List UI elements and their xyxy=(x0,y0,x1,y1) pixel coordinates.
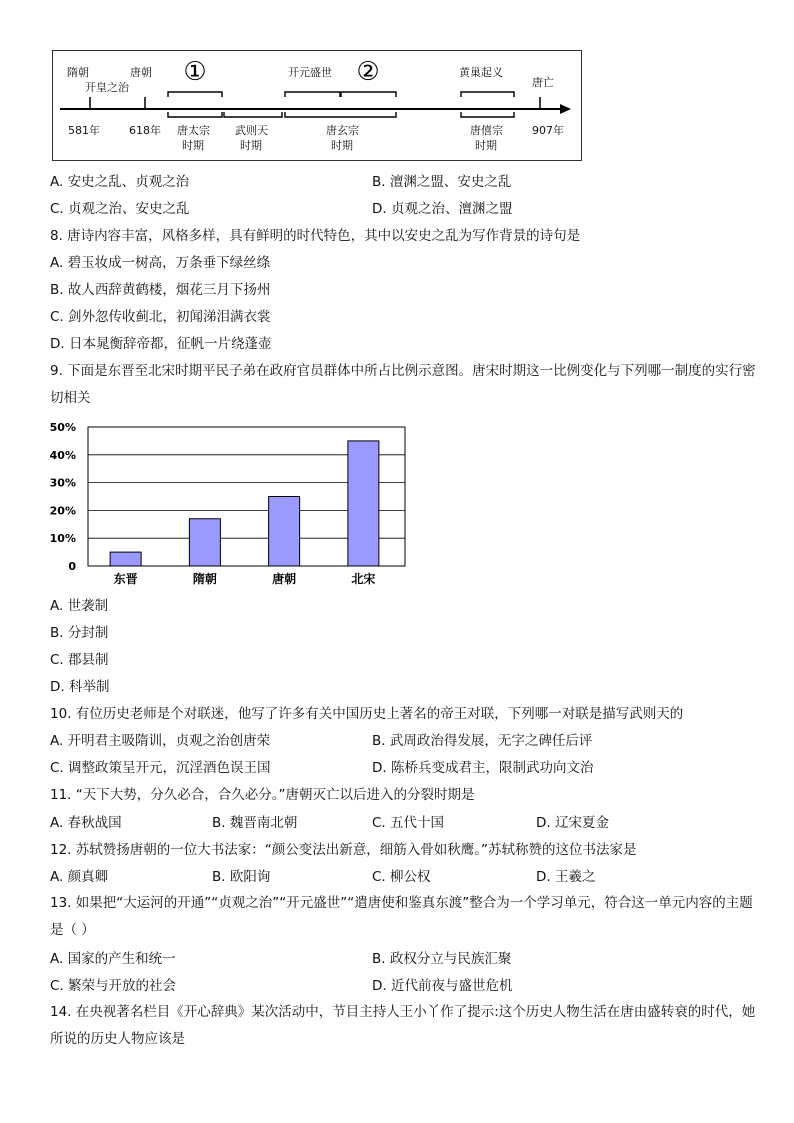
q13-option-d[interactable]: D. 近代前夜与盛世危机 xyxy=(372,978,513,994)
label-wuzetian-period: 时期 xyxy=(240,139,262,152)
q7-option-d[interactable]: D. 贞观之治、澶渊之盟 xyxy=(372,201,513,217)
label-xuanzong: 唐玄宗 xyxy=(326,124,359,137)
chart-ytick-label: 0 xyxy=(68,560,76,573)
label-xuanzong-period: 时期 xyxy=(331,139,353,152)
q13-option-a[interactable]: A. 国家的产生和统一 xyxy=(50,951,176,967)
q11-option-d[interactable]: D. 辽宋夏金 xyxy=(536,815,609,831)
label-tangwang: 唐亡 xyxy=(532,76,554,89)
q8-option-b[interactable]: B. 故人西辞黄鹤楼，烟花三月下扬州 xyxy=(50,282,271,298)
q8-option-a[interactable]: A. 碧玉妆成一树高，万条垂下绿丝绦 xyxy=(50,255,271,271)
label-xizong: 唐僖宗 xyxy=(470,124,503,137)
chart-ytick-label: 10% xyxy=(49,532,76,546)
chart-xtick-label: 隋朝 xyxy=(192,572,217,586)
q7-option-a[interactable]: A. 安史之乱、贞观之治 xyxy=(50,174,190,190)
q8-option-d[interactable]: D. 日本晁衡辞帝都，征帆一片绕蓬壶 xyxy=(50,336,272,352)
q8-stem: 8. 唐诗内容丰富，风格多样，具有鲜明的时代特色，其中以安史之乱为写作背景的诗句是 xyxy=(50,228,581,244)
q10-option-a[interactable]: A. 开明君主吸隋训，贞观之治创唐荣 xyxy=(50,733,271,749)
chart-bar-4 xyxy=(348,441,379,566)
q13-option-b[interactable]: B. 政权分立与民族汇聚 xyxy=(372,951,512,967)
label-taizong-period: 时期 xyxy=(182,139,204,152)
chart-ytick-label: 30% xyxy=(49,476,76,490)
chart-xtick-label: 东晋 xyxy=(113,572,138,586)
label-taizong: 唐太宗 xyxy=(177,124,210,137)
chart-bar-1 xyxy=(110,552,141,566)
label-kaihuang: 开皇之治 xyxy=(85,81,129,94)
timeline-figure xyxy=(52,50,582,162)
label-618: 618年 xyxy=(129,124,161,137)
q7-option-b[interactable]: B. 澶渊之盟、安史之乱 xyxy=(372,174,512,190)
chart-bar-3 xyxy=(269,497,300,567)
q12-stem: 12. 苏轼赞扬唐朝的一位大书法家：“颜公变法出新意，细筋入骨如秋鹰。”苏轼称赞的这位书法家是 xyxy=(50,842,637,858)
q11-option-c[interactable]: C. 五代十国 xyxy=(372,815,445,831)
chart-bar-2 xyxy=(189,519,220,566)
q13-stem: 13. 如果把“大运河的开通”“贞观之治”“开元盛世”“遣唐使和鉴真东渡”整合为一个学习单元，符合这一单元内容的主题是（ ） xyxy=(50,895,753,938)
label-tang: 唐朝 xyxy=(130,66,152,79)
q9-option-b[interactable]: B. 分封制 xyxy=(50,625,109,641)
chart-ytick-label: 50% xyxy=(49,421,76,434)
label-907: 907年 xyxy=(532,124,564,137)
chart-ytick-label: 20% xyxy=(49,504,76,518)
circle-mark-1: ① xyxy=(183,57,207,87)
q10-stem: 10. 有位历史老师是个对联迷，他写了许多有关中国历史上著名的帝王对联，下列哪一对联是描写武则天的 xyxy=(50,706,684,722)
q7-option-c[interactable]: C. 贞观之治、安史之乱 xyxy=(50,201,190,217)
q11-option-a[interactable]: A. 春秋战国 xyxy=(50,815,122,831)
chart-ytick-label: 40% xyxy=(49,448,76,462)
q11-option-b[interactable]: B. 魏晋南北朝 xyxy=(212,815,298,831)
q8-option-c[interactable]: C. 剑外忽传收蓟北，初闻涕泪满衣裳 xyxy=(50,309,271,325)
q12-option-d[interactable]: D. 王羲之 xyxy=(536,869,596,885)
label-581: 581年 xyxy=(68,124,100,137)
q9-option-c[interactable]: C. 郡县制 xyxy=(50,652,109,668)
q9-option-a[interactable]: A. 世袭制 xyxy=(50,598,109,614)
q10-option-d[interactable]: D. 陈桥兵变成君主，限制武功向文治 xyxy=(372,760,594,776)
q9-option-d[interactable]: D. 科举制 xyxy=(50,679,110,695)
circle-mark-2: ② xyxy=(356,57,380,87)
q12-option-b[interactable]: B. 欧阳询 xyxy=(212,869,271,885)
q11-stem: 11. “天下大势，分久必合，合久必分。”唐朝灭亡以后进入的分裂时期是 xyxy=(50,787,475,803)
q12-option-a[interactable]: A. 颜真卿 xyxy=(50,869,109,885)
q14-stem: 14. 在央视著名栏目《开心辞典》某次活动中，节目主持人王小丫作了提示:这个历史人物生活在唐由盛转衰的时代，她所说的历史人物应该是 xyxy=(50,1004,756,1047)
chart-xtick-label: 唐朝 xyxy=(272,572,297,586)
chart-xtick-label: 北宋 xyxy=(351,572,376,586)
q13-option-c[interactable]: C. 繁荣与开放的社会 xyxy=(50,978,177,994)
label-sui: 隋朝 xyxy=(67,66,89,79)
label-kaiyuan: 开元盛世 xyxy=(288,66,332,79)
q10-option-c[interactable]: C. 调整政策呈开元，沉淫酒色误王国 xyxy=(50,760,271,776)
bar-chart xyxy=(48,418,418,590)
label-huangchao: 黄巢起义 xyxy=(459,66,503,79)
q9-stem: 9. 下面是东晋至北宋时期平民子弟在政府官员群体中所占比例示意图。唐宋时期这一比例变化与下列哪一制度的实行密切相关 xyxy=(50,363,756,406)
label-xizong-period: 时期 xyxy=(475,139,497,152)
q12-option-c[interactable]: C. 柳公权 xyxy=(372,869,431,885)
q10-option-b[interactable]: B. 武周政治得发展，无字之碑任后评 xyxy=(372,733,593,749)
label-wuzetian: 武则天 xyxy=(235,124,268,137)
